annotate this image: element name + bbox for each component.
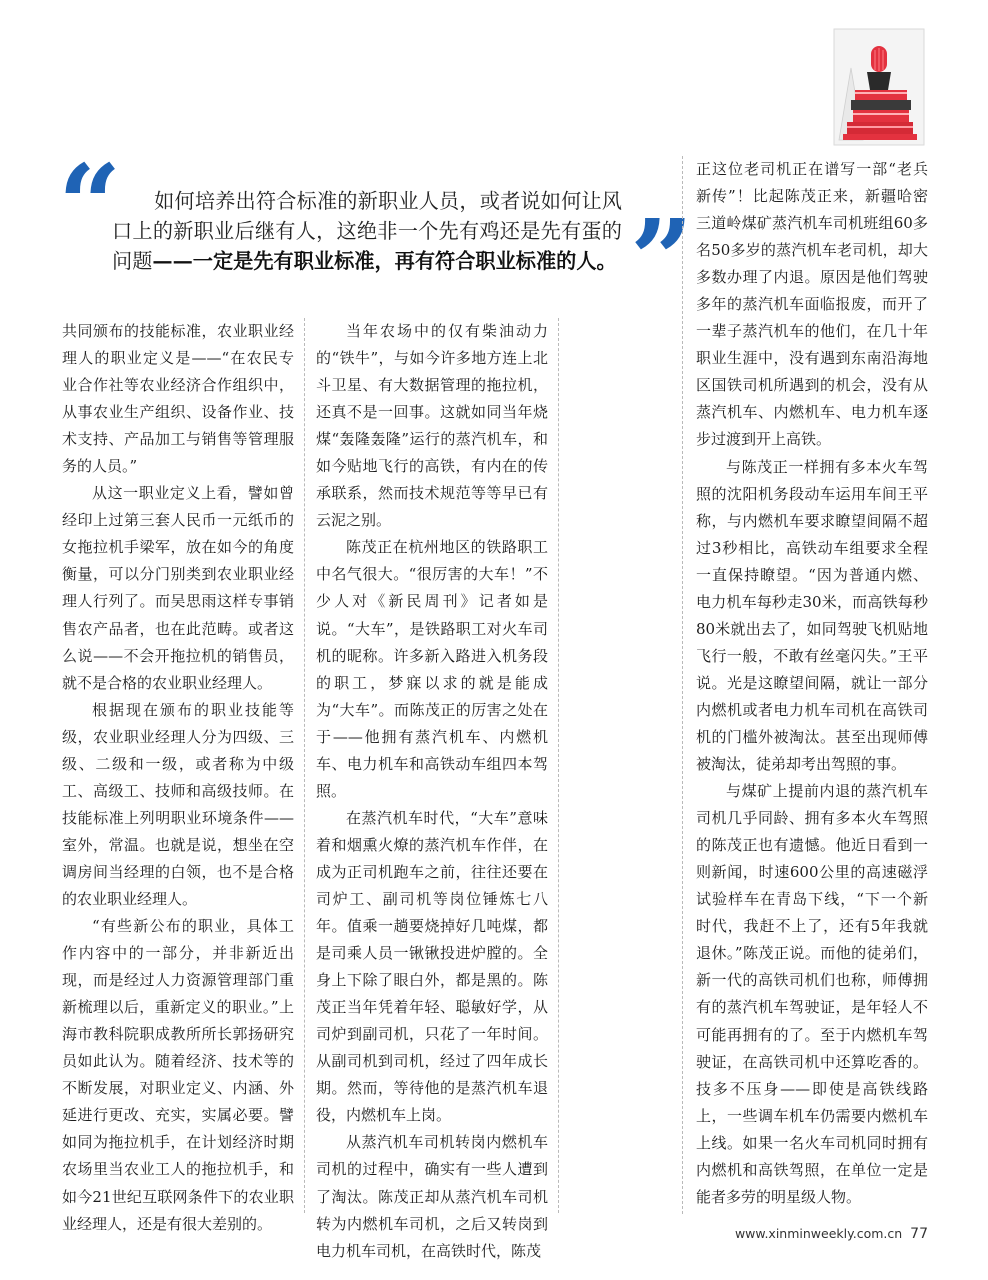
- paragraph: 从这一职业定义上看，譬如曾经印上过第三套人民币一元纸币的女拖拉机手梁军，放在如今的角度衡量，可以分门别类到农业职业经理人行列了。而吴思雨这样专事销售农产品者，也在此范畴。或者这么说——不会开拖拉机的销售员，就不是合格的农业职业经理人。: [62, 484, 294, 692]
- paragraph: 与陈茂正一样拥有多本火车驾照的沈阳机务段动车运用车间王平称，与内燃机车要求瞭望间隔不超过3秒相比，高铁动车组要求全程一直保持瞭望。“因为普通内燃、电力机车每秒走30米，而高铁每秒80米就出去了，如同驾驶飞机贴地飞行一般，不敢有丝毫闪失。”王平说。光是这瞭望间隔，就让一部分内燃机或者电力机车司机在高铁司机的门槛外被淘汰。甚至出现师傅被淘汰，徒弟却考出驾照的事。: [696, 457, 928, 774]
- paragraph: 从蒸汽机车司机转岗内燃机车司机的过程中，确实有一些人遭到了淘汰。陈茂正却从蒸汽机车司机转为内燃机车司机，之后又转岗到电力机车司机，在高铁时代，陈茂: [316, 1133, 548, 1260]
- page-number: 77: [910, 1226, 928, 1242]
- article-column-1: [62, 318, 294, 1238]
- close-quote-mark: ”: [630, 195, 694, 324]
- article-column-2: [316, 318, 548, 1265]
- pull-quote: [112, 186, 622, 276]
- paragraph: 共同颁布的技能标准，农业职业经理人的职业定义是——“在农民专业合作社等农业经济合作组织中，从事农业生产组织、设备作业、技术支持、产品加工与销售等管理服务的人员。”: [62, 322, 294, 476]
- pull-quote-lead: 如何培养出符合标准的新职业人员，或者说如何让风口上的新职业后继有人，这绝非一个先有鸡还是先有蛋的问题: [112, 189, 622, 273]
- footer-url: www.xinminweekly.com.cn: [734, 1226, 903, 1241]
- paragraph: 正这位老司机正在谱写一部“老兵新传”！比起陈茂正来，新疆哈密三道岭煤矿蒸汽机车司机班组60多名50多岁的蒸汽机车老司机，却大多数办理了内退。原因是他们驾驶多年的蒸汽机车面临报废，而开了一辈子蒸汽机车的他们，在几十年职业生涯中，没有遇到东南沿海地区国铁司机所遇到的机会，没有从蒸汽机车、内燃机车、电力机车逐步过渡到开上高铁。: [696, 160, 928, 449]
- paragraph: 根据现在颁布的职业技能等级，农业职业经理人分为四级、三级、二级和一级，或者称为中级工、高级工、技师和高级技师。在技能标准上列明职业环境条件——室外，常温。也就是说，想坐在空调房间当经理的白领，也不是合格的农业职业经理人。: [62, 700, 294, 908]
- paragraph: 陈茂正在杭州地区的铁路职工中名气很大。“很厉害的大车！”不少人对《新民周刊》记者如是说。“大车”，是铁路职工对火车司机的昵称。许多新入路进入机务段的职工，梦寐以求的就是能成为“大车”。而陈茂正的厉害之处在于——他拥有蒸汽机车、内燃机车、电力机车和高铁动车组四本驾照。: [316, 538, 548, 800]
- open-quote-mark: “: [58, 140, 122, 269]
- page-footer: [735, 1226, 928, 1242]
- paragraph: 当年农场中的仅有柴油动力的“铁牛”，与如今许多地方连上北斗卫星、有大数据管理的拖拉机，还真不是一回事。这就如同当年烧煤“轰隆轰隆”运行的蒸汽机车，和如今贴地飞行的高铁，有内在的传承联系，然而技术规范等等早已有云泥之别。: [316, 322, 548, 530]
- paragraph: “有些新公布的职业，具体工作内容中的一部分，并非新近出现，而是经过人力资源管理部门重新梳理以后，重新定义的职业。”上海市教科院职成教所所长郭扬研究员如此认为。随着经济、技术等的不断发展，对职业定义、内涵、外延进行更改、充实，实属必要。譬如同为拖拉机手，在计划经济时期农场里当农业工人的拖拉机手，和如今21世纪互联网条件下的农业职业经理人，还是有很大差别的。: [62, 917, 294, 1233]
- column-divider: [304, 318, 305, 1213]
- cactus-on-books-illustration: [833, 28, 925, 146]
- pull-quote-emphasis: ——一定是先有职业标准，再有符合职业标准的人。: [152, 249, 617, 273]
- column-divider: [682, 156, 683, 1214]
- column-divider: [558, 318, 559, 1213]
- paragraph: 与煤矿上提前内退的蒸汽机车司机几乎同龄、拥有多本火车驾照的陈茂正也有遗憾。他近日看到一则新闻，时速600公里的高速磁浮试验样车在青岛下线，“下一个新时代，我赶不上了，还有5年我就退休。”陈茂正说。而他的徒弟们，新一代的高铁司机们也称，师傅拥有的蒸汽机车驾驶证，是年轻人不可能再拥有的了。至于内燃机车驾驶证，在高铁司机中还算吃香的。技多不压身——即使是高铁线路上，一些调车机车仍需要内燃机车上线。如果一名火车司机同时拥有内燃机和高铁驾照，在单位一定是能者多劳的明星级人物。: [696, 782, 928, 1206]
- article-column-3: [696, 156, 928, 1211]
- paragraph: 在蒸汽机车时代，“大车”意味着和烟熏火燎的蒸汽机车作伴，在成为正司机跑车之前，往往还要在司炉工、副司机等岗位锤炼七八年。值乘一趟要烧掉好几吨煤，都是司乘人员一锹锹投进炉膛的。全身上下除了眼白外，都是黑的。陈茂正当年凭着年轻、聪敏好学，从司炉到副司机，只花了一年时间。从副司机到司机，经过了四年成长期。然而，等待他的是蒸汽机车退役，内燃机车上岗。: [316, 808, 548, 1125]
